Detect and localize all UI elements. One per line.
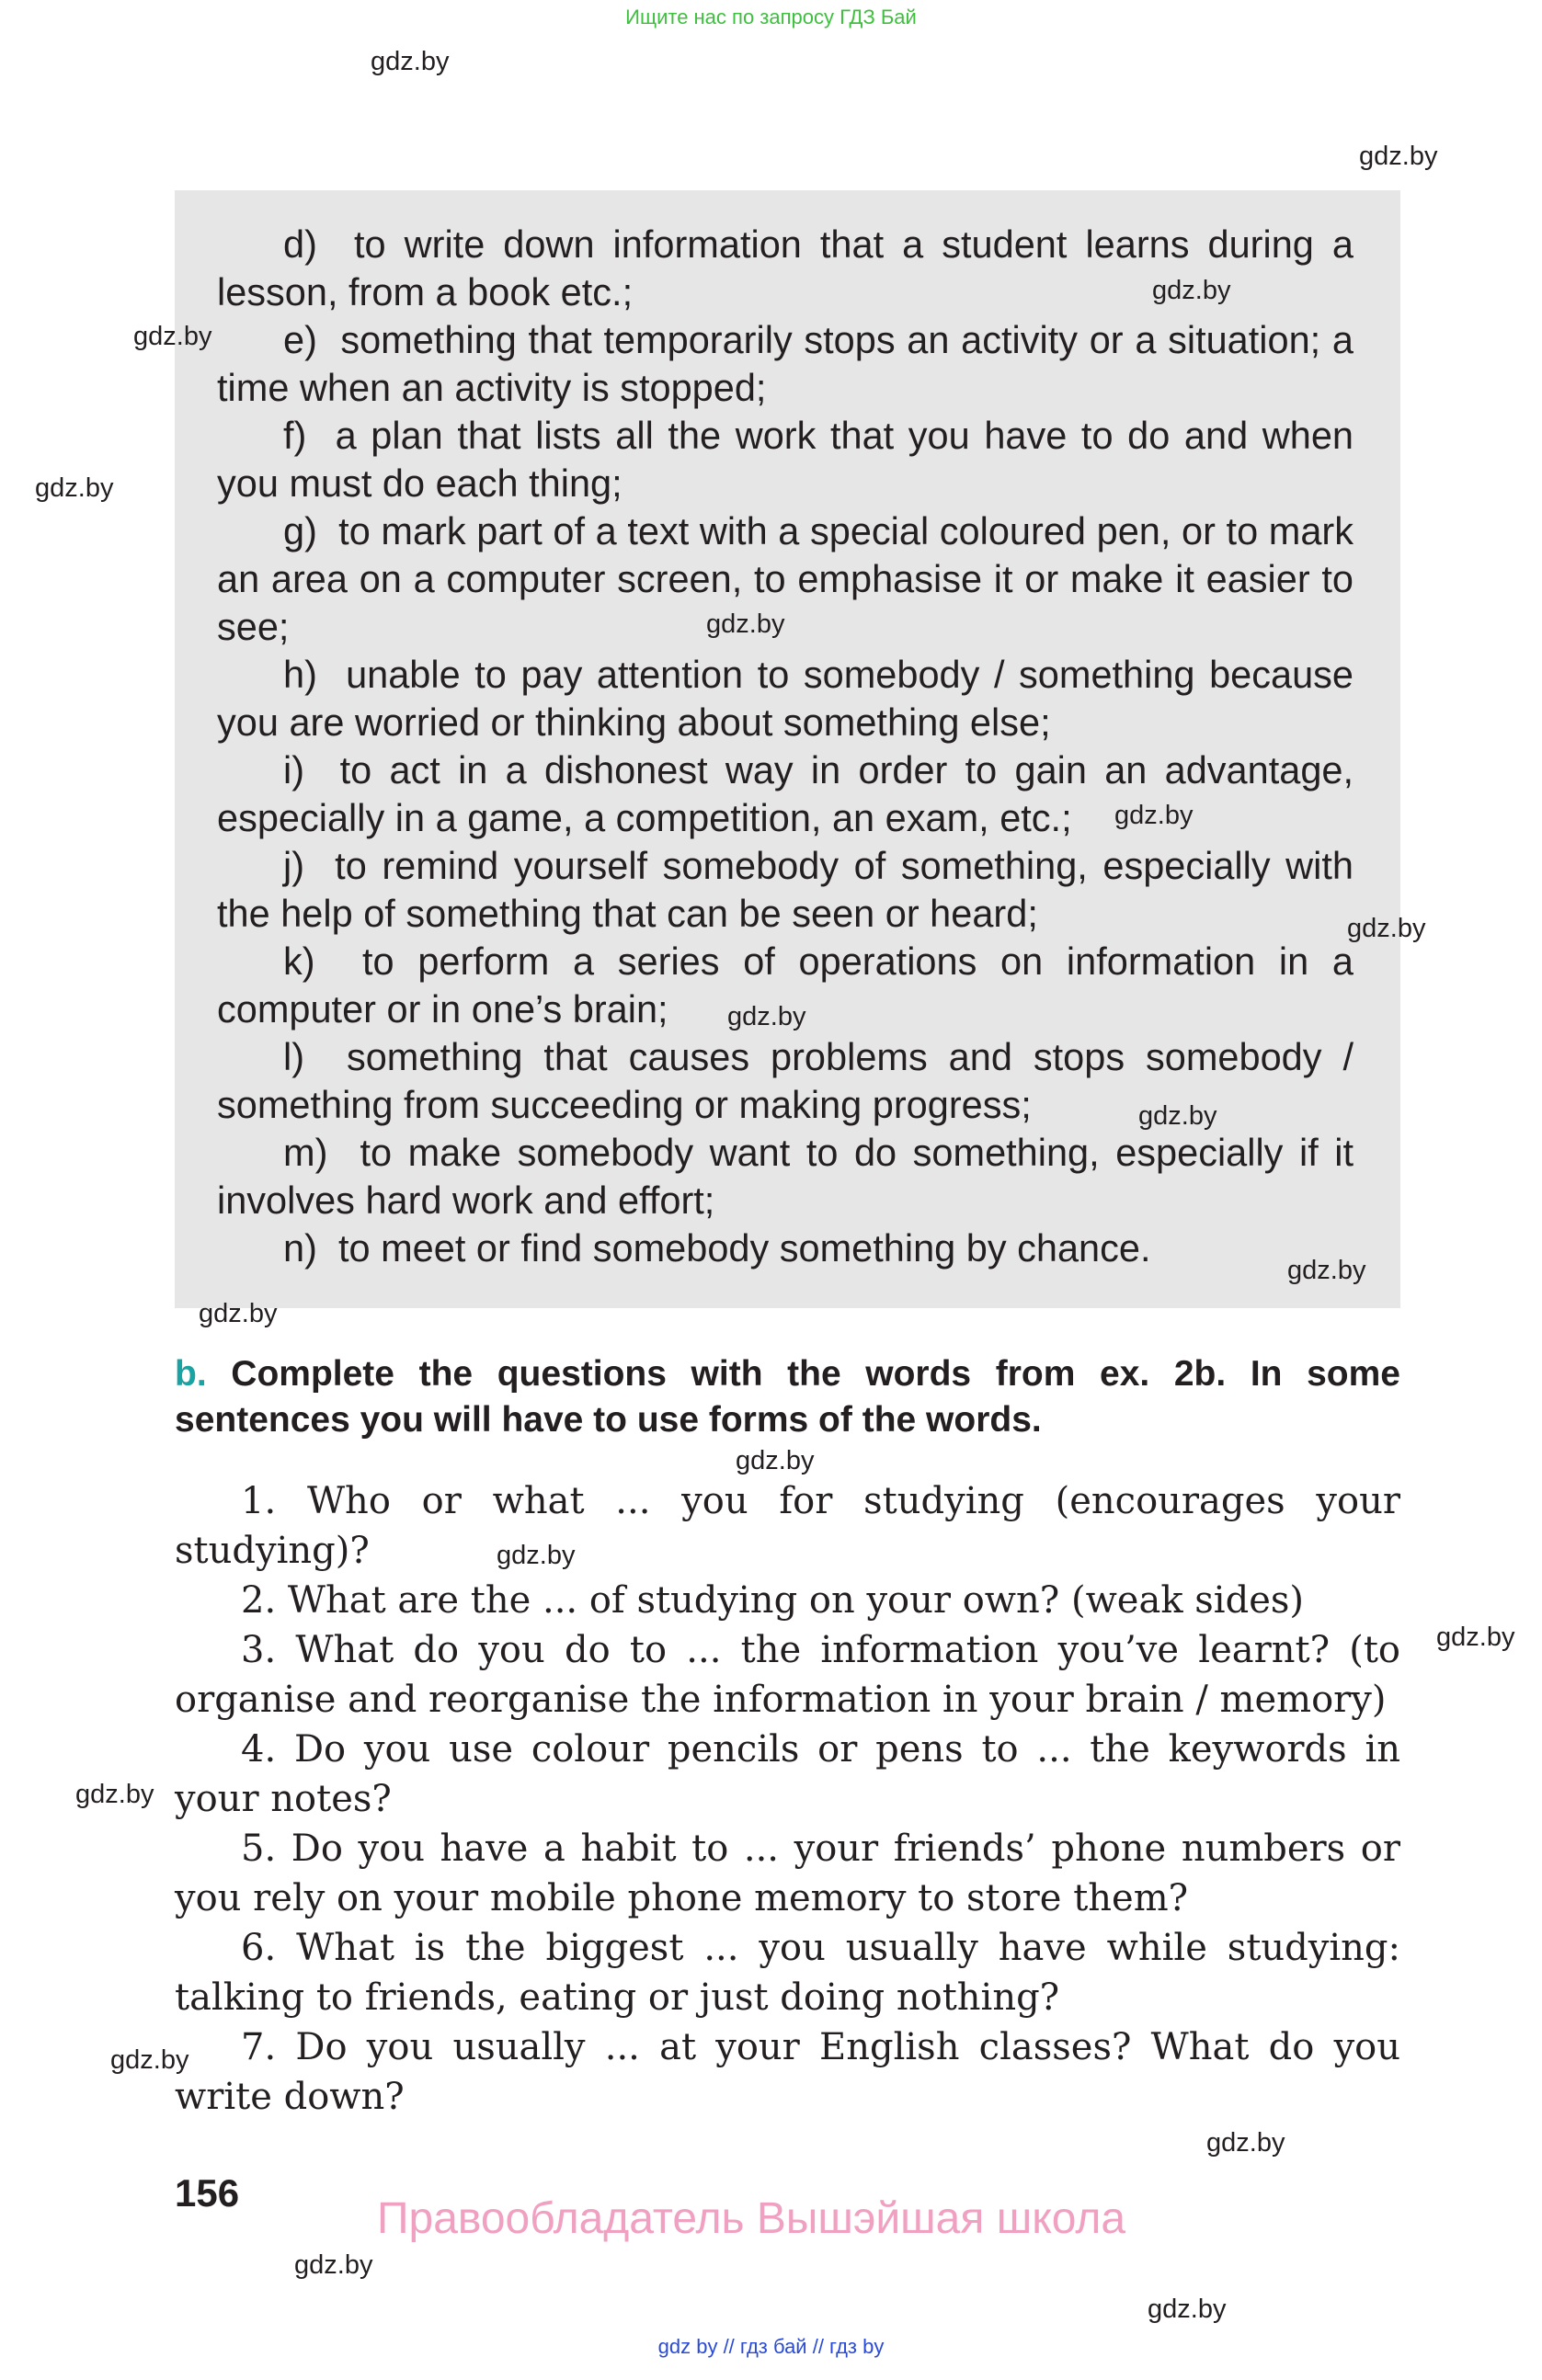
watermark: gdz.by — [736, 1446, 815, 1475]
definition-item — [217, 316, 1354, 412]
definition-text: to meet or find somebody something by chance. — [337, 1226, 1151, 1270]
definition-item — [217, 1224, 1354, 1272]
definition-label: h) — [283, 653, 317, 696]
exercise-b-heading — [175, 1351, 1400, 1443]
exercise-letter: b. — [175, 1354, 207, 1394]
copyright-notice: Правообладатель Вышэйшая школа — [377, 2194, 1126, 2243]
watermark: gdz.by — [1359, 142, 1438, 171]
top-banner: Ищите нас по запросу ГДЗ Бай — [625, 6, 917, 28]
question-text: Do you have a habit to ... your friends’ phone numbers or you rely on your mobile phone memory to store them? — [175, 1828, 1400, 1919]
watermark: gdz.by — [1152, 276, 1231, 305]
watermark: gdz.by — [1347, 914, 1426, 943]
watermark: gdz.by — [1206, 2128, 1285, 2158]
question-number: 3. — [241, 1629, 277, 1671]
watermark: gdz.by — [133, 322, 212, 351]
question-number: 6. — [241, 1927, 277, 1969]
definition-item — [217, 412, 1354, 507]
exercise-instruction: Complete the questions with the words from ex. 2b. In some sentences you will have to use forms of the words. — [175, 1354, 1400, 1440]
question-item — [175, 1576, 1400, 1625]
definition-text: to remind yourself somebody of something, especially with the help of something that can be seen or heard; — [217, 844, 1354, 935]
definition-label: k) — [283, 939, 315, 983]
definition-item — [217, 651, 1354, 746]
watermark: gdz.by — [1436, 1623, 1515, 1652]
watermark: gdz.by — [371, 47, 450, 76]
watermark: gdz.by — [110, 2045, 189, 2075]
watermark: gdz.by — [199, 1299, 278, 1328]
question-text: Who or what ... you for studying (encourages your studying)? — [175, 1480, 1400, 1572]
watermark: gdz.by — [75, 1780, 154, 1809]
watermark: gdz.by — [497, 1541, 576, 1570]
bottom-links[interactable]: gdz by // гдз бай // гдз by — [657, 2335, 885, 2358]
definition-text: something that causes problems and stops somebody / something from succeeding or making progress; — [217, 1035, 1354, 1126]
watermark: gdz.by — [35, 473, 114, 503]
definition-text: to perform a series of operations on information in a computer or in one’s brain; — [217, 939, 1354, 1031]
watermark: gdz.by — [1287, 1256, 1366, 1285]
definition-label: e) — [283, 318, 317, 361]
definition-text: to write down information that a student learns during a lesson, from a book etc.; — [217, 222, 1354, 313]
question-item — [175, 1725, 1400, 1824]
question-item — [175, 1923, 1400, 2022]
watermark: gdz.by — [727, 1002, 806, 1031]
watermark: gdz.by — [1114, 801, 1194, 830]
question-item — [175, 1625, 1400, 1725]
question-number: 1. — [241, 1480, 277, 1522]
question-text: Do you usually ... at your English classes? What do you write down? — [175, 2026, 1401, 2118]
question-text: What is the biggest ... you usually have while studying: talking to friends, eating or just doing nothing? — [175, 1927, 1400, 2019]
watermark: gdz.by — [1138, 1101, 1217, 1131]
definition-text: to mark part of a text with a special coloured pen, or to mark an area on a computer screen, to emphasise it or make it easier to see; — [217, 509, 1354, 648]
definition-label: l) — [283, 1035, 305, 1078]
question-text: What do you do to ... the information you’ve learnt? (to organise and reorganise the information in your brain / memory) — [175, 1629, 1401, 1721]
question-number: 7. — [241, 2026, 277, 2068]
definition-text: a plan that lists all the work that you have to do and when you must do each thing; — [217, 414, 1354, 505]
definition-text: something that temporarily stops an activity or a situation; a time when an activity is stopped; — [217, 318, 1354, 409]
watermark: gdz.by — [1148, 2295, 1227, 2324]
definition-item — [217, 842, 1354, 938]
question-number: 5. — [241, 1828, 277, 1870]
question-item — [175, 2022, 1400, 2122]
questions-list — [175, 1476, 1400, 2122]
definition-text: to act in a dishonest way in order to gain an advantage, especially in a game, a competition, an exam, etc.; — [217, 748, 1354, 839]
definition-item — [217, 507, 1354, 651]
watermark: gdz.by — [294, 2250, 373, 2280]
definition-label: n) — [283, 1226, 317, 1270]
definition-label: g) — [283, 509, 317, 552]
definition-text: to make somebody want to do something, especially if it involves hard work and effort; — [217, 1131, 1354, 1222]
definition-label: d) — [283, 222, 317, 266]
watermark: gdz.by — [706, 609, 785, 639]
question-number: 4. — [241, 1728, 277, 1771]
definition-label: j) — [283, 844, 305, 887]
question-number: 2. — [241, 1579, 277, 1622]
definition-label: m) — [283, 1131, 328, 1174]
definition-item — [217, 1129, 1354, 1224]
definition-text: unable to pay attention to somebody / something because you are worried or thinking about something else; — [217, 653, 1354, 744]
definition-label: f) — [283, 414, 307, 457]
question-text: Do you use colour pencils or pens to ... the keywords in your notes? — [175, 1728, 1400, 1820]
definition-label: i) — [283, 748, 305, 791]
question-item — [175, 1824, 1400, 1923]
question-text: What are the ... of studying on your own? (weak sides) — [287, 1579, 1305, 1622]
page-number: 156 — [175, 2171, 240, 2215]
question-item — [175, 1476, 1400, 1576]
